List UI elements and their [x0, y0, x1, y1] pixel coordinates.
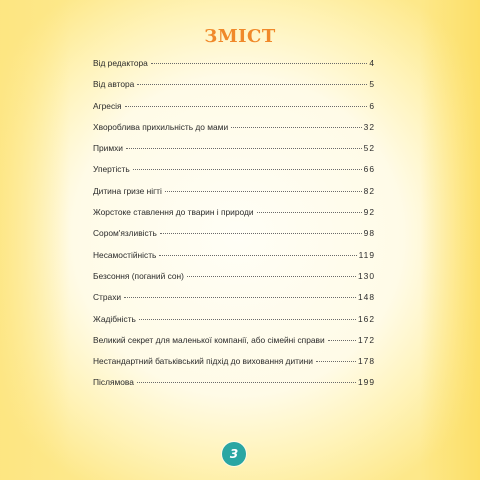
toc-entry-title: Дитина гризе нігті: [93, 185, 162, 196]
toc-leader-dots: [151, 63, 368, 64]
page-number-badge: 3: [222, 442, 246, 466]
toc-leader-dots: [165, 191, 362, 192]
toc-leader-dots: [126, 148, 362, 149]
toc-entry-title: Примхи: [93, 143, 123, 154]
table-of-contents: [93, 58, 375, 399]
toc-leader-dots: [133, 169, 362, 170]
toc-entry[interactable]: [93, 271, 375, 292]
toc-entry[interactable]: [93, 164, 375, 185]
toc-entry-title: Упертість: [93, 164, 130, 175]
toc-entry-title: Від редактора: [93, 58, 148, 68]
toc-entry-page: 4: [369, 58, 375, 68]
toc-entry-title: Великий секрет для маленької компанії, або сімейні справи: [93, 334, 325, 345]
toc-entry[interactable]: [93, 186, 375, 207]
toc-entry[interactable]: [93, 377, 375, 398]
toc-entry-title: Безсоння (поганий сон): [93, 270, 184, 281]
toc-entry-page: 172: [358, 334, 375, 345]
toc-entry-title: Агресія: [93, 100, 122, 111]
toc-leader-dots: [160, 233, 362, 234]
toc-entry[interactable]: [93, 122, 375, 143]
toc-leader-dots: [231, 127, 362, 128]
toc-entry-title: Жорстоке ставлення до тварин і природи: [93, 207, 254, 218]
toc-entry-page: 82: [363, 185, 375, 196]
toc-leader-dots: [124, 297, 356, 298]
toc-entry-page: 130: [358, 270, 375, 281]
toc-entry-page: 98: [363, 228, 375, 239]
toc-entry-title: Від автора: [93, 79, 135, 90]
toc-entry-title: Страхи: [93, 292, 122, 303]
toc-entry[interactable]: [93, 101, 375, 122]
toc-entry[interactable]: [93, 356, 375, 377]
toc-entry-page: 52: [363, 143, 375, 154]
toc-leader-dots: [137, 84, 367, 85]
toc-entry[interactable]: [93, 292, 375, 313]
toc-entry-page: 32: [363, 121, 375, 132]
toc-entry-page: 5: [369, 79, 375, 90]
toc-entry-page: 92: [363, 207, 375, 218]
toc-leader-dots: [257, 212, 362, 213]
toc-leader-dots: [137, 382, 356, 383]
toc-entry[interactable]: [93, 143, 375, 164]
toc-entry[interactable]: [93, 79, 375, 100]
toc-entry[interactable]: [93, 314, 375, 335]
toc-entry-title: Сором'язливість: [93, 228, 157, 239]
toc-entry-title: Несамостійність: [93, 249, 157, 260]
toc-entry-page: 66: [363, 164, 375, 175]
toc-entry-page: 199: [358, 377, 375, 388]
toc-leader-dots: [125, 106, 368, 107]
toc-entry-page: 119: [358, 249, 375, 260]
toc-entry[interactable]: [93, 250, 375, 271]
toc-leader-dots: [328, 340, 356, 341]
toc-entry-page: 148: [358, 292, 375, 303]
toc-entry[interactable]: [93, 228, 375, 249]
toc-entry-title: Нестандартний батьківський підхід до виховання дитини: [93, 356, 313, 367]
toc-entry-page: 6: [369, 100, 375, 111]
toc-entry[interactable]: [93, 335, 375, 356]
toc-leader-dots: [139, 319, 356, 320]
toc-leader-dots: [316, 361, 356, 362]
toc-entry-page: 178: [358, 356, 375, 367]
toc-entry-title: Хвороблива прихильність до мами: [93, 121, 229, 132]
toc-entry-title: Післямова: [93, 377, 134, 388]
page-title: ЗМІСТ: [204, 26, 276, 47]
toc-leader-dots: [159, 255, 356, 256]
toc-entry[interactable]: [93, 207, 375, 228]
toc-leader-dots: [187, 276, 356, 277]
toc-entry[interactable]: [93, 58, 375, 79]
toc-entry-page: 162: [358, 313, 375, 324]
toc-entry-title: Жадібність: [93, 313, 136, 324]
